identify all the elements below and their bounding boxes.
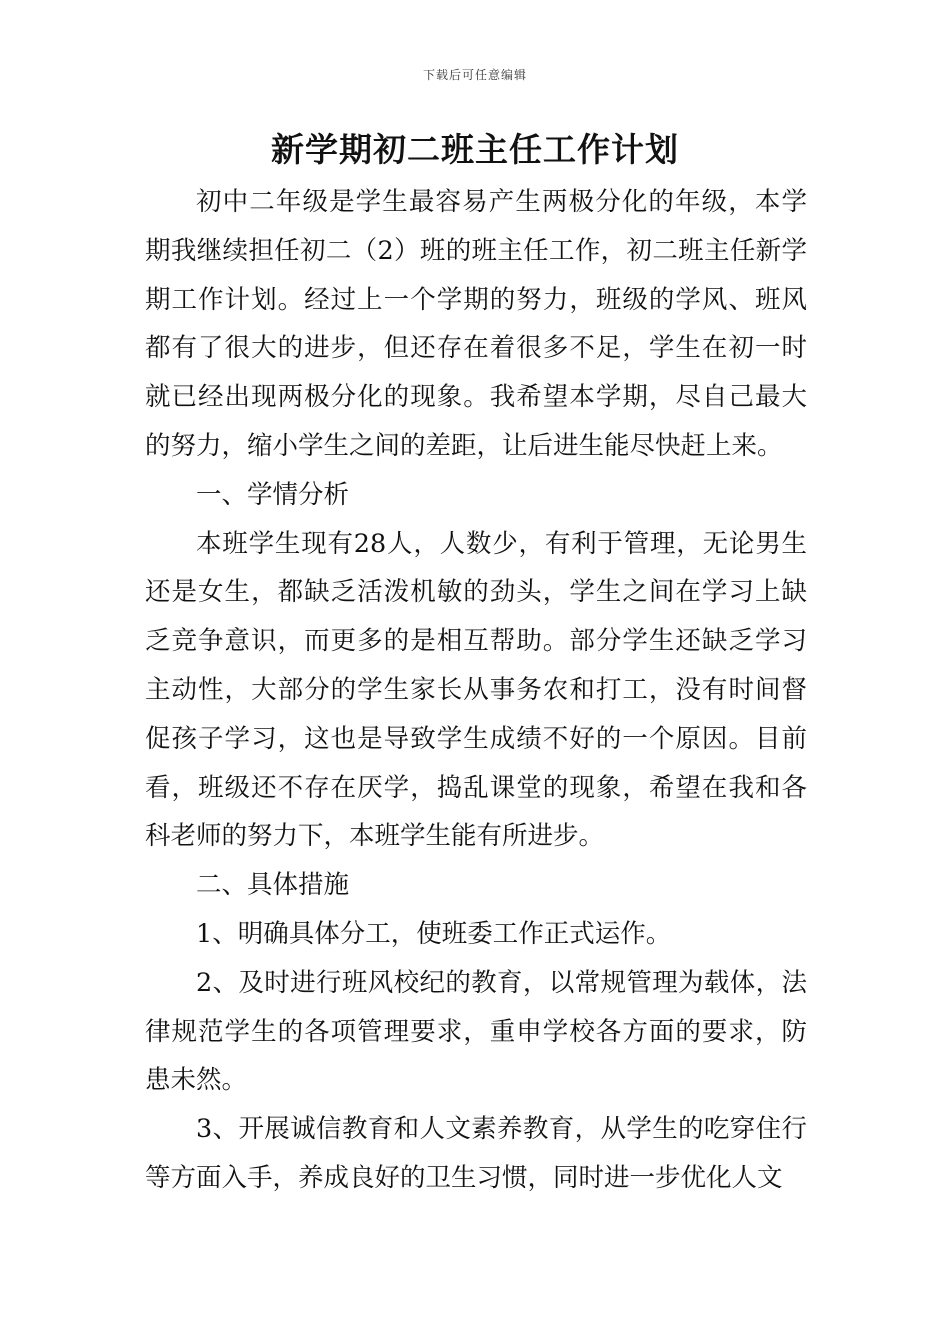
section-heading-analysis: 一、学情分析 bbox=[196, 479, 350, 510]
document-body bbox=[145, 178, 807, 1203]
header-note: 下载后可任意编辑 bbox=[422, 68, 527, 82]
intro-paragraph: 初中二年级是学生最容易产生两极分化的年级，本学期我继续担任初二（2）班的班主任工作，初二班主任新学期工作计划。经过上一个学期的努力，班级的学风、班风都有了很大的进步，但还存在着很多不足，学生在初一时就已经出现两极分化的现象。我希望本学期，尽自己最大的努力，缩小学生之间的差距，让后进生能尽快赶上来。 bbox=[145, 187, 807, 461]
document-title: 新学期初二班主任工作计划 bbox=[271, 130, 679, 169]
analysis-paragraph: 本班学生现有28人，人数少，有利于管理，无论男生还是女生，都缺乏活泼机敏的劲头，学生之间在学习上缺乏竞争意识，而更多的是相互帮助。部分学生还缺乏学习主动性，大部分的学生家长从事务农和打工，没有时间督促孩子学习，这也是导致学生成绩不好的一个原因。目前看，班级还不存在厌学，捣乱课堂的现象，希望在我和各科老师的努力下，本班学生能有所进步。 bbox=[145, 528, 807, 852]
measure-item-2: 2、及时进行班风校纪的教育，以常规管理为载体，法律规范学生的各项管理要求，重申学校各方面的要求，防患未然。 bbox=[145, 967, 807, 1096]
measure-item-1: 1、明确具体分工，使班委工作正式运作。 bbox=[196, 918, 672, 949]
measure-item-3: 3、开展诚信教育和人文素养教育，从学生的吃穿住行等方面入手，养成良好的卫生习惯，同时进一步优化人文 bbox=[145, 1114, 807, 1193]
section-heading-measures: 二、具体措施 bbox=[196, 870, 350, 901]
